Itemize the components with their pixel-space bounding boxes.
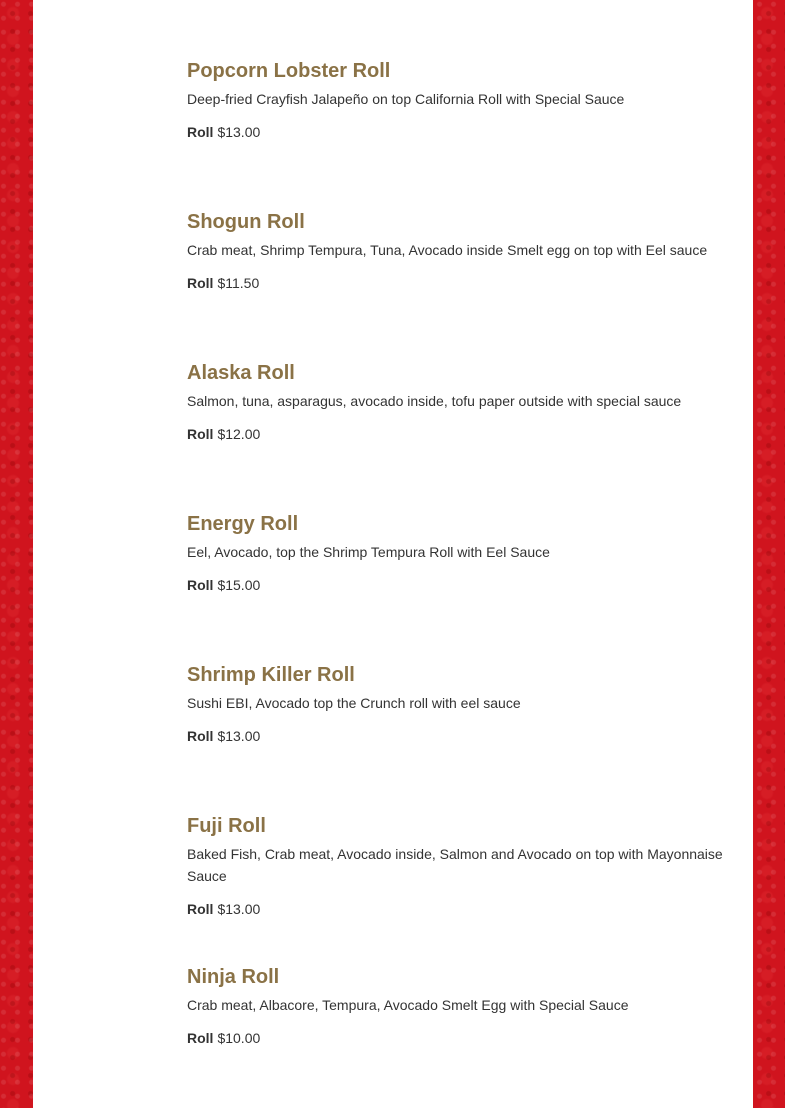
price-label: Roll [187,577,214,593]
menu-item [187,512,737,596]
item-description: Baked Fish, Crab meat, Avocado inside, Salmon and Avocado on top with Mayonnaise Sauce [187,846,723,884]
item-name: Energy Roll [187,513,299,535]
item-description: Crab meat, Shrimp Tempura, Tuna, Avocado inside Smelt egg on top with Eel sauce [187,242,708,258]
menu-item [187,663,737,747]
menu-item [187,361,737,445]
item-price-row [187,423,737,445]
menu-item [187,210,737,294]
item-price-row [187,1027,737,1049]
menu-item [187,814,737,920]
item-name: Ninja Roll [187,966,280,988]
menu-panel [33,0,753,1108]
menu-item [187,965,737,1049]
item-price-row [187,898,737,920]
item-price-row [187,574,737,596]
item-name: Fuji Roll [187,815,266,837]
item-name: Shrimp Killer Roll [187,664,355,686]
item-description: Deep-fried Crayfish Jalapeño on top California Roll with Special Sauce [187,91,625,107]
item-description: Eel, Avocado, top the Shrimp Tempura Roll with Eel Sauce [187,544,550,560]
price-value: $11.50 [217,275,260,291]
item-name: Shogun Roll [187,211,305,233]
menu-item [187,59,737,143]
item-description: Crab meat, Albacore, Tempura, Avocado Smelt Egg with Special Sauce [187,997,629,1013]
item-price-row [187,121,737,143]
item-price-row [187,272,737,294]
price-value: $10.00 [217,1030,261,1046]
price-label: Roll [187,728,214,744]
price-value: $15.00 [217,577,261,593]
item-name: Popcorn Lobster Roll [187,60,391,82]
price-label: Roll [187,275,214,291]
item-price-row [187,725,737,747]
item-name: Alaska Roll [187,362,295,384]
item-description: Salmon, tuna, asparagus, avocado inside, tofu paper outside with special sauce [187,393,682,409]
price-value: $13.00 [217,124,261,140]
price-value: $13.00 [217,901,261,917]
price-value: $13.00 [217,728,261,744]
price-label: Roll [187,124,214,140]
item-description: Sushi EBI, Avocado top the Crunch roll with eel sauce [187,695,521,711]
price-label: Roll [187,426,214,442]
price-label: Roll [187,901,214,917]
price-label: Roll [187,1030,214,1046]
price-value: $12.00 [217,426,261,442]
